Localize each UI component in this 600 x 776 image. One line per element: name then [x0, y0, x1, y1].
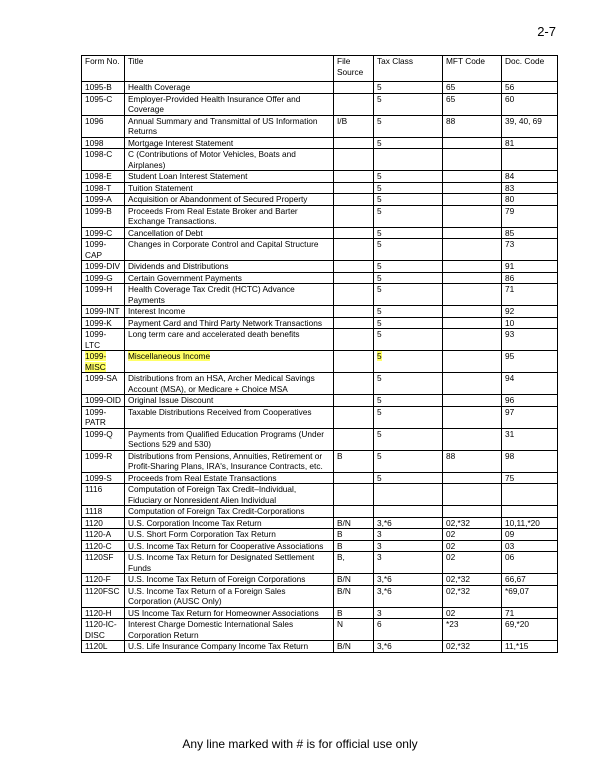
- tax-class-cell: 5: [374, 284, 443, 306]
- file-source-cell: [334, 506, 374, 518]
- doc-code-cell: 71: [502, 607, 558, 619]
- tax-class-cell: 5: [374, 182, 443, 194]
- title-cell: Proceeds from Real Estate Transactions: [125, 472, 334, 484]
- tax-class-cell: 5: [374, 373, 443, 395]
- doc-code-cell: 06: [502, 552, 558, 574]
- mft-code-cell: [443, 428, 502, 450]
- mft-code-cell: [443, 171, 502, 183]
- form-no-cell: 1120SF: [82, 552, 125, 574]
- table-row: [82, 93, 558, 115]
- table-header-row: [82, 56, 558, 82]
- mft-code-cell: 02,*32: [443, 641, 502, 653]
- title-cell: Proceeds From Real Estate Broker and Barter Exchange Transactions.: [125, 205, 334, 227]
- tax-class-cell: 5: [374, 450, 443, 472]
- table-row: [82, 329, 558, 351]
- doc-code-cell: 97: [502, 406, 558, 428]
- mft-code-cell: 02: [443, 540, 502, 552]
- form-no-cell: 1099-CAP: [82, 239, 125, 261]
- mft-code-cell: [443, 261, 502, 273]
- table-row: [82, 261, 558, 273]
- title-cell: Computation of Foreign Tax Credit-Corporations: [125, 506, 334, 518]
- doc-code-cell: 56: [502, 82, 558, 94]
- tax-class-cell: 3: [374, 540, 443, 552]
- file-source-cell: [334, 406, 374, 428]
- tax-class-cell: 5: [374, 261, 443, 273]
- title-cell: Distributions from an HSA, Archer Medical Savings Account (MSA), or Medicare + Choice MSA: [125, 373, 334, 395]
- title-cell: Computation of Foreign Tax Credit–Individual, Fiduciary or Nonresident Alien Individual: [125, 484, 334, 506]
- title-cell: Taxable Distributions Received from Cooperatives: [125, 406, 334, 428]
- form-no-cell: 1099-A: [82, 194, 125, 206]
- doc-code-cell: 98: [502, 450, 558, 472]
- doc-code-cell: 93: [502, 329, 558, 351]
- table-row: [82, 205, 558, 227]
- highlighted-text: 5: [377, 351, 382, 361]
- file-source-cell: B: [334, 450, 374, 472]
- forms-table: [81, 55, 558, 653]
- title-cell: Cancellation of Debt: [125, 227, 334, 239]
- doc-code-cell: 94: [502, 373, 558, 395]
- file-source-cell: [334, 317, 374, 329]
- table-row: [82, 351, 558, 373]
- title-cell: U.S. Income Tax Return for Designated Settlement Funds: [125, 552, 334, 574]
- mft-code-cell: 65: [443, 93, 502, 115]
- table-row: [82, 585, 558, 607]
- table-row: [82, 182, 558, 194]
- file-source-cell: [334, 484, 374, 506]
- doc-code-cell: 09: [502, 529, 558, 541]
- title-cell: Acquisition or Abandonment of Secured Property: [125, 194, 334, 206]
- title-cell: U.S. Income Tax Return of Foreign Corporations: [125, 574, 334, 586]
- file-source-cell: [334, 227, 374, 239]
- file-source-cell: B: [334, 540, 374, 552]
- table-row: [82, 194, 558, 206]
- mft-code-cell: [443, 182, 502, 194]
- highlighted-text: 1099-MISC: [85, 351, 107, 372]
- mft-code-cell: 88: [443, 115, 502, 137]
- title-cell: Tuition Statement: [125, 182, 334, 194]
- title-cell: Employer-Provided Health Insurance Offer and Coverage: [125, 93, 334, 115]
- doc-code-cell: 84: [502, 171, 558, 183]
- file-source-cell: [334, 395, 374, 407]
- form-no-cell: 1099-H: [82, 284, 125, 306]
- header-tax-class: Tax Class: [374, 56, 443, 82]
- doc-code-cell: 03: [502, 540, 558, 552]
- doc-code-cell: 31: [502, 428, 558, 450]
- form-no-cell: 1120: [82, 517, 125, 529]
- doc-code-cell: 81: [502, 137, 558, 149]
- file-source-cell: B/N: [334, 641, 374, 653]
- form-no-cell: 1120-H: [82, 607, 125, 619]
- file-source-cell: [334, 93, 374, 115]
- form-no-cell: 1120-F: [82, 574, 125, 586]
- title-cell: U.S. Short Form Corporation Tax Return: [125, 529, 334, 541]
- doc-code-cell: 39, 40, 69: [502, 115, 558, 137]
- title-cell: Long term care and accelerated death benefits: [125, 329, 334, 351]
- tax-class-cell: 3,*6: [374, 641, 443, 653]
- header-mft-code: MFT Code: [443, 56, 502, 82]
- mft-code-cell: 65: [443, 82, 502, 94]
- tax-class-cell: 3: [374, 529, 443, 541]
- mft-code-cell: [443, 406, 502, 428]
- doc-code-cell: 83: [502, 182, 558, 194]
- header-file-source: File Source: [334, 56, 374, 82]
- mft-code-cell: [443, 284, 502, 306]
- doc-code-cell: [502, 506, 558, 518]
- footer-note: Any line marked with # is for official use only: [182, 737, 418, 751]
- table-row: [82, 239, 558, 261]
- doc-code-cell: 10: [502, 317, 558, 329]
- title-cell: Distributions from Pensions, Annuities, Retirement or Profit-Sharing Plans, IRA's, Insurance Contracts, etc.: [125, 450, 334, 472]
- table-row: [82, 227, 558, 239]
- file-source-cell: [334, 272, 374, 284]
- form-no-cell: 1095-B: [82, 82, 125, 94]
- form-no-cell: 1118: [82, 506, 125, 518]
- header-title: Title: [125, 56, 334, 82]
- file-source-cell: [334, 149, 374, 171]
- file-source-cell: [334, 194, 374, 206]
- form-no-cell: 1099-R: [82, 450, 125, 472]
- form-no-cell: 1120-IC-DISC: [82, 619, 125, 641]
- table-row: [82, 272, 558, 284]
- table-row: [82, 284, 558, 306]
- table-row: [82, 517, 558, 529]
- file-source-cell: B/N: [334, 585, 374, 607]
- table-row: [82, 529, 558, 541]
- table-row: [82, 406, 558, 428]
- mft-code-cell: [443, 205, 502, 227]
- doc-code-cell: 73: [502, 239, 558, 261]
- mft-code-cell: [443, 272, 502, 284]
- tax-class-cell: [374, 351, 443, 373]
- doc-code-cell: 92: [502, 306, 558, 318]
- file-source-cell: [334, 137, 374, 149]
- tax-class-cell: 5: [374, 82, 443, 94]
- form-no-cell: 1098-C: [82, 149, 125, 171]
- mft-code-cell: [443, 484, 502, 506]
- tax-class-cell: 5: [374, 306, 443, 318]
- tax-class-cell: 5: [374, 137, 443, 149]
- table-body: [82, 82, 558, 653]
- table-row: [82, 115, 558, 137]
- mft-code-cell: [443, 227, 502, 239]
- file-source-cell: B/N: [334, 574, 374, 586]
- doc-code-cell: 66,67: [502, 574, 558, 586]
- file-source-cell: [334, 329, 374, 351]
- table-row: [82, 82, 558, 94]
- form-no-cell: 1099-G: [82, 272, 125, 284]
- page-number: 2-7: [537, 24, 556, 39]
- tax-class-cell: 5: [374, 406, 443, 428]
- tax-class-cell: 5: [374, 317, 443, 329]
- tax-class-cell: 5: [374, 472, 443, 484]
- tax-class-cell: 5: [374, 239, 443, 261]
- tax-class-cell: 5: [374, 329, 443, 351]
- title-cell: U.S. Life Insurance Company Income Tax Return: [125, 641, 334, 653]
- doc-code-cell: 75: [502, 472, 558, 484]
- mft-code-cell: 88: [443, 450, 502, 472]
- table-row: [82, 641, 558, 653]
- mft-code-cell: [443, 239, 502, 261]
- doc-code-cell: 95: [502, 351, 558, 373]
- file-source-cell: [334, 171, 374, 183]
- doc-code-cell: [502, 149, 558, 171]
- tax-class-cell: 5: [374, 171, 443, 183]
- file-source-cell: [334, 182, 374, 194]
- table-row: [82, 607, 558, 619]
- table-row: [82, 171, 558, 183]
- form-no-cell: 1099-OID: [82, 395, 125, 407]
- file-source-cell: [334, 351, 374, 373]
- table-row: [82, 317, 558, 329]
- tax-class-cell: 3,*6: [374, 585, 443, 607]
- tax-class-cell: 5: [374, 395, 443, 407]
- doc-code-cell: 60: [502, 93, 558, 115]
- file-source-cell: [334, 306, 374, 318]
- mft-code-cell: [443, 329, 502, 351]
- title-cell: Payments from Qualified Education Programs (Under Sections 529 and 530): [125, 428, 334, 450]
- highlighted-text: Miscellaneous Income: [128, 351, 211, 361]
- tax-class-cell: 3: [374, 607, 443, 619]
- title-cell: U.S. Income Tax Return for Cooperative Associations: [125, 540, 334, 552]
- tax-class-cell: 3,*6: [374, 517, 443, 529]
- file-source-cell: B: [334, 529, 374, 541]
- tax-class-cell: [374, 506, 443, 518]
- table-row: [82, 395, 558, 407]
- mft-code-cell: [443, 395, 502, 407]
- title-cell: Payment Card and Third Party Network Transactions: [125, 317, 334, 329]
- form-no-cell: 1099-B: [82, 205, 125, 227]
- table-row: [82, 306, 558, 318]
- mft-code-cell: 02,*32: [443, 574, 502, 586]
- mft-code-cell: 02: [443, 552, 502, 574]
- title-cell: Annual Summary and Transmittal of US Information Returns: [125, 115, 334, 137]
- doc-code-cell: 80: [502, 194, 558, 206]
- doc-code-cell: 71: [502, 284, 558, 306]
- header-form-no: Form No.: [82, 56, 125, 82]
- form-no-cell: 1099-Q: [82, 428, 125, 450]
- tax-class-cell: 5: [374, 227, 443, 239]
- mft-code-cell: 02: [443, 529, 502, 541]
- doc-code-cell: 85: [502, 227, 558, 239]
- title-cell: Mortgage Interest Statement: [125, 137, 334, 149]
- mft-code-cell: 02,*32: [443, 585, 502, 607]
- file-source-cell: [334, 373, 374, 395]
- table-row: [82, 540, 558, 552]
- title-cell: Student Loan Interest Statement: [125, 171, 334, 183]
- form-no-cell: 1120-A: [82, 529, 125, 541]
- file-source-cell: [334, 261, 374, 273]
- mft-code-cell: [443, 149, 502, 171]
- mft-code-cell: [443, 194, 502, 206]
- table-row: [82, 484, 558, 506]
- tax-class-cell: 5: [374, 115, 443, 137]
- mft-code-cell: [443, 137, 502, 149]
- table-row: [82, 428, 558, 450]
- mft-code-cell: [443, 506, 502, 518]
- table-row: [82, 472, 558, 484]
- file-source-cell: [334, 205, 374, 227]
- form-no-cell: 1099-K: [82, 317, 125, 329]
- table-row: [82, 450, 558, 472]
- file-source-cell: [334, 284, 374, 306]
- mft-code-cell: [443, 317, 502, 329]
- form-no-cell: 1099-SA: [82, 373, 125, 395]
- title-cell: Changes in Corporate Control and Capital Structure: [125, 239, 334, 261]
- title-cell: U.S. Corporation Income Tax Return: [125, 517, 334, 529]
- file-source-cell: [334, 428, 374, 450]
- mft-code-cell: [443, 373, 502, 395]
- tax-class-cell: 5: [374, 428, 443, 450]
- doc-code-cell: 86: [502, 272, 558, 284]
- tax-class-cell: 5: [374, 205, 443, 227]
- doc-code-cell: 10,11,*20: [502, 517, 558, 529]
- form-no-cell: 1098-T: [82, 182, 125, 194]
- form-no-cell: 1120FSC: [82, 585, 125, 607]
- mft-code-cell: [443, 306, 502, 318]
- form-no-cell: 1099-INT: [82, 306, 125, 318]
- title-cell: Health Coverage Tax Credit (HCTC) Advance Payments: [125, 284, 334, 306]
- table-row: [82, 373, 558, 395]
- form-no-cell: 1096: [82, 115, 125, 137]
- doc-code-cell: [502, 484, 558, 506]
- table-row: [82, 574, 558, 586]
- tax-class-cell: 3: [374, 552, 443, 574]
- doc-code-cell: *69,07: [502, 585, 558, 607]
- form-no-cell: 1116: [82, 484, 125, 506]
- form-no-cell: 1095-C: [82, 93, 125, 115]
- form-no-cell: 1099-PATR: [82, 406, 125, 428]
- title-cell: U.S. Income Tax Return of a Foreign Sales Corporation (AUSC Only): [125, 585, 334, 607]
- title-cell: Dividends and Distributions: [125, 261, 334, 273]
- file-source-cell: [334, 82, 374, 94]
- table-row: [82, 137, 558, 149]
- title-cell: Original Issue Discount: [125, 395, 334, 407]
- table-row: [82, 619, 558, 641]
- title-cell: Health Coverage: [125, 82, 334, 94]
- form-no-cell: 1098: [82, 137, 125, 149]
- file-source-cell: B: [334, 607, 374, 619]
- doc-code-cell: 79: [502, 205, 558, 227]
- title-cell: C (Contributions of Motor Vehicles, Boats and Airplanes): [125, 149, 334, 171]
- file-source-cell: I/B: [334, 115, 374, 137]
- form-no-cell: 1099-DIV: [82, 261, 125, 273]
- file-source-cell: N: [334, 619, 374, 641]
- file-source-cell: B/N: [334, 517, 374, 529]
- form-no-cell: 1098-E: [82, 171, 125, 183]
- tax-class-cell: 5: [374, 272, 443, 284]
- table-row: [82, 506, 558, 518]
- tax-class-cell: 6: [374, 619, 443, 641]
- tax-class-cell: [374, 484, 443, 506]
- form-no-cell: 1099-C: [82, 227, 125, 239]
- mft-code-cell: [443, 472, 502, 484]
- form-no-cell: 1099-S: [82, 472, 125, 484]
- title-cell: Certain Government Payments: [125, 272, 334, 284]
- mft-code-cell: 02,*32: [443, 517, 502, 529]
- file-source-cell: [334, 239, 374, 261]
- table-row: [82, 149, 558, 171]
- mft-code-cell: *23: [443, 619, 502, 641]
- mft-code-cell: 02: [443, 607, 502, 619]
- form-no-cell: 1120L: [82, 641, 125, 653]
- table-row: [82, 552, 558, 574]
- header-doc-code: Doc. Code: [502, 56, 558, 82]
- tax-class-cell: 3,*6: [374, 574, 443, 586]
- form-no-cell: 1099-LTC: [82, 329, 125, 351]
- tax-class-cell: 5: [374, 194, 443, 206]
- tax-class-cell: 5: [374, 93, 443, 115]
- doc-code-cell: 69,*20: [502, 619, 558, 641]
- title-cell: [125, 351, 334, 373]
- mft-code-cell: [443, 351, 502, 373]
- form-no-cell: [82, 351, 125, 373]
- file-source-cell: [334, 472, 374, 484]
- form-no-cell: 1120-C: [82, 540, 125, 552]
- tax-class-cell: [374, 149, 443, 171]
- title-cell: US Income Tax Return for Homeowner Associations: [125, 607, 334, 619]
- title-cell: Interest Charge Domestic International Sales Corporation Return: [125, 619, 334, 641]
- title-cell: Interest Income: [125, 306, 334, 318]
- doc-code-cell: 96: [502, 395, 558, 407]
- doc-code-cell: 91: [502, 261, 558, 273]
- file-source-cell: B,: [334, 552, 374, 574]
- doc-code-cell: 11,*15: [502, 641, 558, 653]
